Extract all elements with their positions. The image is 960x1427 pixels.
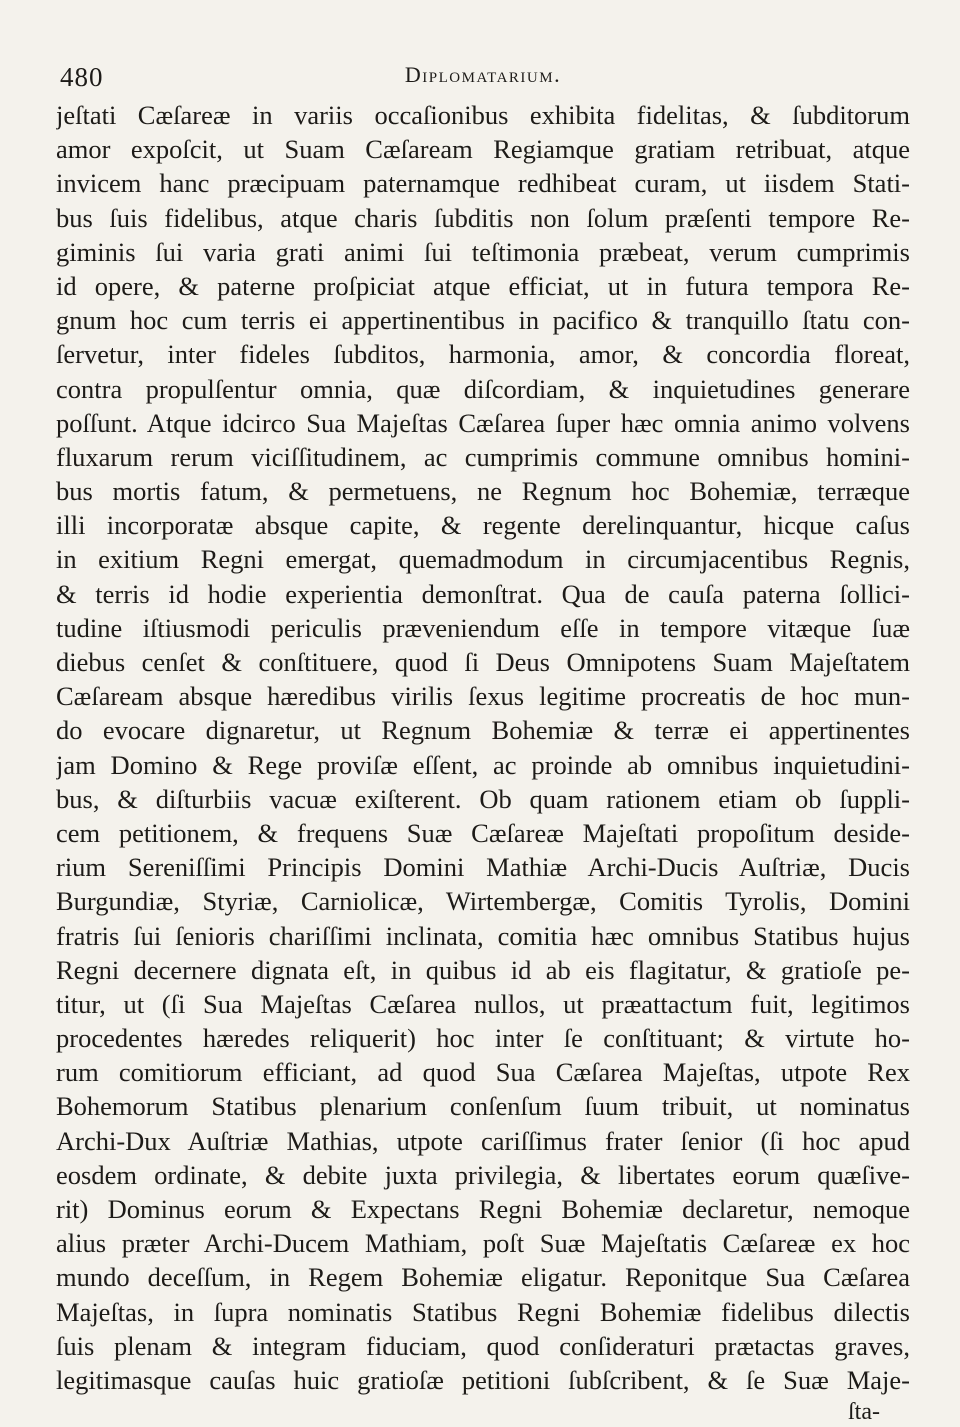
text-line: giminis ſui varia grati animi ſui teſtimonia præbeat, verum cumprimis bbox=[56, 236, 910, 267]
text-line: mundo deceſſum, in Regem Bohemiæ eligatur. Reponitque Sua Cæſarea bbox=[56, 1262, 910, 1293]
text-line: fratris ſui ſenioris chariſſimi inclinata, comitia hæc omnibus Statibus hujus bbox=[56, 920, 910, 951]
text-line: fluxarum rerum viciſſitudinem, ac cumprimis commune omnibus homini- bbox=[56, 441, 910, 472]
text-line: Burgundiæ, Styriæ, Carniolicæ, Wirtembergæ, Comitis Tyrolis, Domini bbox=[56, 886, 910, 917]
text-line: cem petitionem, & frequens Suæ Cæſareæ Majeſtati propoſitum deside- bbox=[56, 817, 910, 848]
text-line: Regni decernere dignata eſt, in quibus id ab eis flagitatur, & gratioſe pe- bbox=[56, 954, 910, 985]
text-line: alius præter Archi-Ducem Mathiam, poſt Suæ Majeſtatis Cæſareæ ex hoc bbox=[56, 1228, 910, 1259]
text-line: Cæſaream absque hæredibus virilis ſexus legitime procreatis de hoc mun- bbox=[56, 681, 910, 712]
text-line: invicem hanc præcipuam paternamque redhibeat curam, ut iisdem Stati- bbox=[56, 168, 910, 199]
text-line: Bohemorum Statibus plenarium conſenſum ſuum tribuit, ut nominatus bbox=[56, 1091, 910, 1122]
text-line: Majeſtas, in ſupra nominatis Statibus Regni Bohemiæ fidelibus dilectis bbox=[56, 1296, 910, 1327]
text-line: jeſtati Cæſareæ in variis occaſionibus exhibita fidelitas, & ſubditorum bbox=[56, 100, 910, 130]
text-line: & terris id hodie experientia demonſtrat. Qua de cauſa paterna ſollici- bbox=[56, 578, 910, 609]
text-line: bus ſuis fidelibus, atque charis ſubditis non ſolum præſenti tempore Re- bbox=[56, 202, 910, 233]
text-line: tudine iſtiusmodi periculis præveniendum eſſe in tempore vitæque ſuæ bbox=[56, 612, 910, 643]
text-line: procedentes hæredes reliquerit) hoc inter ſe conſtituant; & virtute ho- bbox=[56, 1023, 910, 1054]
text-line: bus mortis fatum, & permetuens, ne Regnum hoc Bohemiæ, terræque bbox=[56, 476, 910, 507]
text-line: Archi-Dux Auſtriæ Mathias, utpote cariſſimus frater ſenior (ſi hoc apud bbox=[56, 1125, 910, 1156]
page-header bbox=[56, 52, 910, 92]
text-line: rum comitiorum efficiant, ad quod Sua Cæſarea Majeſtas, utpote Rex bbox=[56, 1057, 910, 1088]
text-line: gnum hoc cum terris ei appertinentibus in pacifico & tranquillo ſtatu con- bbox=[56, 305, 910, 336]
text-line: ſervetur, inter fideles ſubditos, harmonia, amor, & concordia floreat, bbox=[56, 339, 910, 370]
text-line: jam Domino & Rege proviſæ eſſent, ac proinde ab omnibus inquietudini- bbox=[56, 749, 910, 780]
text-line: titur, ut (ſi Sua Majeſtas Cæſarea nullos, ut præattactum fuit, legitimos bbox=[56, 988, 910, 1019]
text-line: rium Sereniſſimi Principis Domini Mathiæ Archi-Ducis Auſtriæ, Ducis bbox=[56, 852, 910, 883]
text-line: eosdem ordinate, & debite juxta privilegia, & libertates eorum quæſive- bbox=[56, 1159, 910, 1190]
body-text bbox=[56, 98, 910, 1397]
text-line: illi incorporatæ absque capite, & regente derelinquantur, hicque caſus bbox=[56, 510, 910, 541]
catchword: ſta- bbox=[848, 1399, 880, 1426]
text-line: do evocare dignaretur, ut Regnum Bohemiæ & terræ ei appertinentes bbox=[56, 715, 910, 746]
text-line: poſſunt. Atque idcirco Sua Majeſtas Cæſarea ſuper hæc omnia animo volvens bbox=[56, 407, 910, 438]
text-line: id opere, & paterne proſpiciat atque efficiat, ut in futura tempora Re- bbox=[56, 270, 910, 301]
text-line: amor expoſcit, ut Suam Cæſaream Regiamque gratiam retribuat, atque bbox=[56, 134, 910, 165]
text-line: legitimasque cauſas huic gratioſæ petitioni ſubſcribent, & ſe Suæ Maje- bbox=[56, 1364, 910, 1395]
page-number: 480 bbox=[60, 62, 104, 92]
running-head: Diplomatarium. bbox=[404, 62, 562, 87]
text-line: contra propulſentur omnia, quæ diſcordiam, & inquietudines generare bbox=[56, 373, 910, 404]
text-line: ſuis plenam & integram fiduciam, quod conſideraturi prætactas graves, bbox=[56, 1330, 910, 1361]
text-line: bus, & diſturbiis vacuæ exiſterent. Ob quam rationem etiam ob ſuppli- bbox=[56, 783, 910, 814]
text-line: diebus cenſet & conſtituere, quod ſi Deus Omnipotens Suam Majeſtatem bbox=[56, 647, 910, 677]
text-line: in exitium Regni emergat, quemadmodum in circumjacentibus Regnis, bbox=[56, 544, 910, 575]
text-line: rit) Dominus eorum & Expectans Regni Bohemiæ declaretur, nemoque bbox=[56, 1194, 910, 1224]
